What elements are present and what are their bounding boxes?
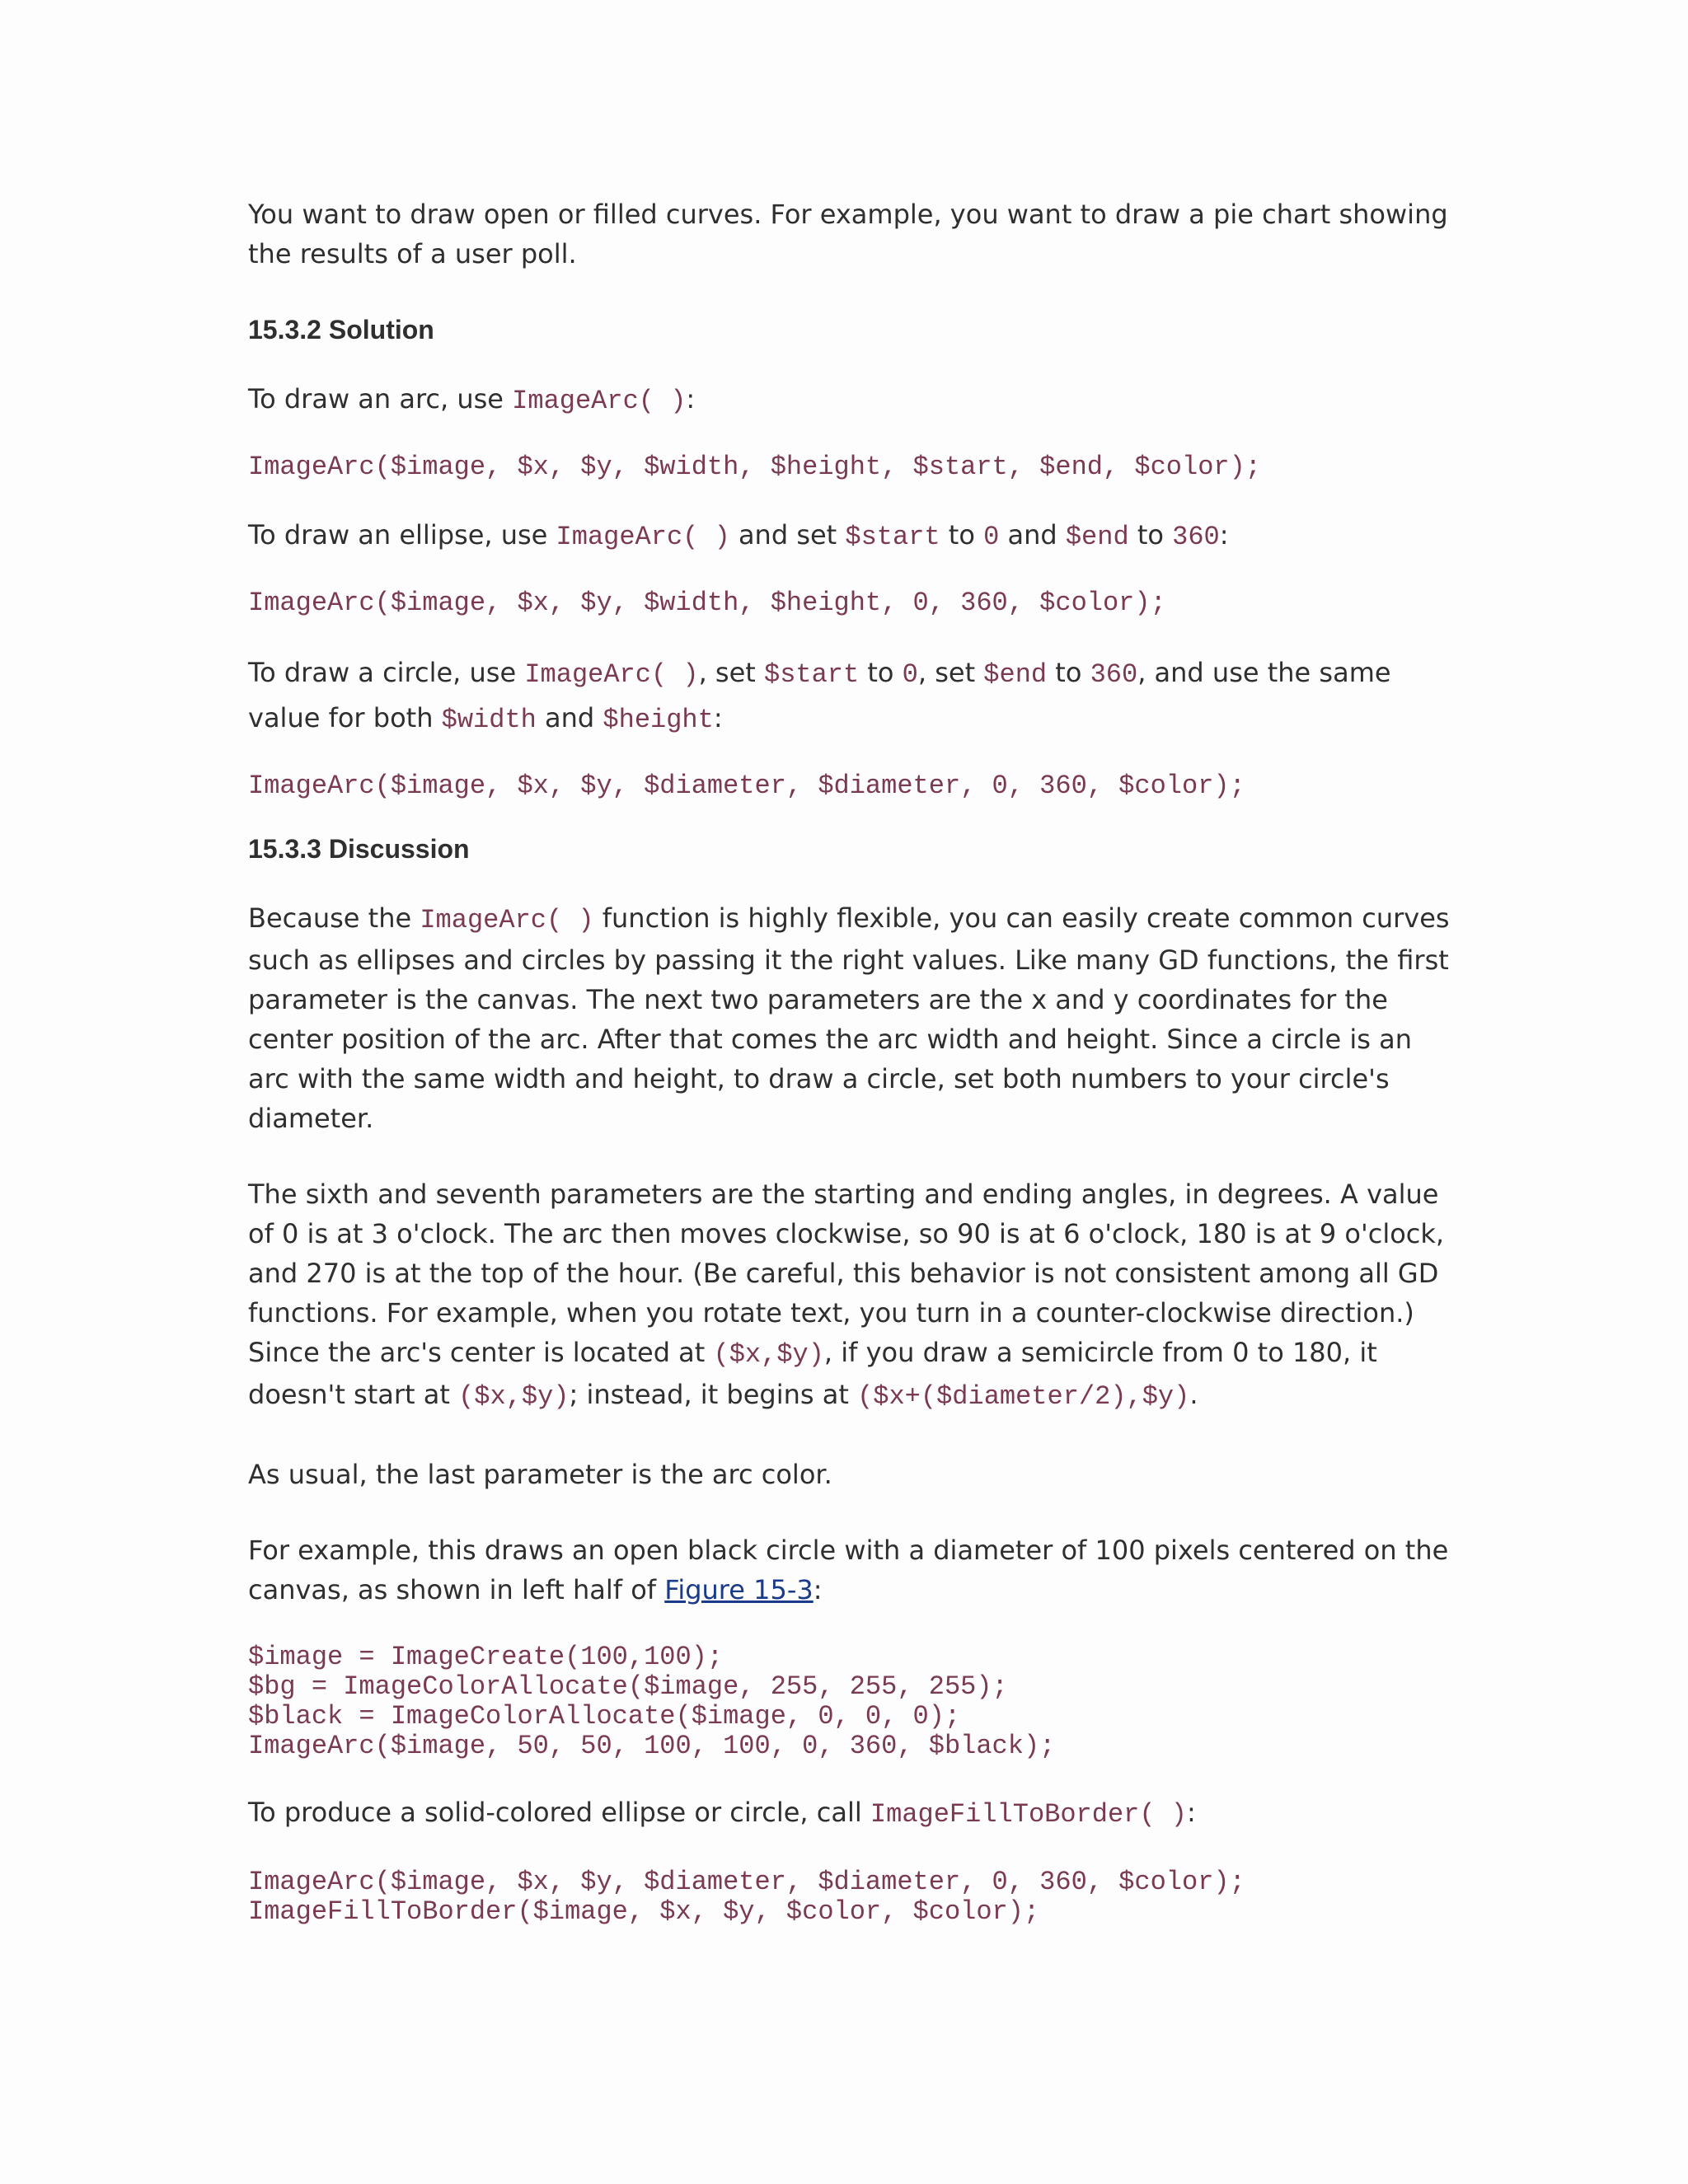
text-run: to [940,519,984,551]
text-run: , set [698,657,764,688]
solution-paragraph-ellipse [248,515,1451,557]
text-run: : [686,383,696,415]
text-run: For example, this draws an open black circle with a diameter of 100 pixels centered on the canvas, as shown in left half of [248,1535,1449,1605]
code-block-fill: ImageArc($image, $x, $y, $diameter, $diameter, 0, 360, $color); ImageFillToBorder($image, $x, $y, $color, $color); [248,1867,1245,1927]
text-run: The sixth and seventh parameters are the starting and ending angles, in degrees. A value of 0 is at 3 o'clock. The arc then moves clockwise, so 90 is at 6 o'clock, 180 is at 9 o'clock, and 270 is at the top of the hour. (Be careful, this behavior is not consistent among all GD functions. For example, when you rotate text, you turn in a counter-clockwise direction.) Since the arc's center is located at [248,1179,1445,1368]
text-run: To draw an arc, use [248,383,513,415]
inline-code: $start [763,659,860,690]
solution-paragraph-circle [248,651,1451,742]
inline-code: $end [983,659,1048,690]
text-run: and set [729,519,846,551]
discussion-heading: 15.3.3 Discussion [248,834,470,864]
text-run: To draw an ellipse, use [248,519,556,551]
inline-code: ImageArc( ) [556,522,730,552]
code-block-ellipse: ImageArc($image, $x, $y, $width, $height, 0, 360, $color); [248,588,1166,618]
text-run: , if you draw a semicircle from 0 to 180, it doesn't start at [248,1337,1377,1410]
inline-code: ($x+($diameter/2),$y) [857,1381,1190,1412]
figure-15-3-link[interactable]: Figure 15-3 [664,1574,814,1605]
inline-code: $width [441,705,537,735]
inline-code: $end [1065,522,1129,552]
text-run: To draw a circle, use [248,657,525,688]
text-run: Because the [248,902,420,934]
text-run: to [1047,657,1090,688]
text-run: and [999,519,1066,551]
discussion-paragraph-example [248,1530,1451,1610]
problem-paragraph: You want to draw open or filled curves. For example, you want to draw a pie chart showing the results of a user poll. [248,199,1448,269]
text-run: , set [917,657,984,688]
inline-code: ImageFillToBorder( ) [870,1799,1187,1830]
text-run: to [859,657,903,688]
inline-code: ImageArc( ) [420,905,594,935]
inline-code: ($x,$y) [713,1339,824,1370]
discussion-paragraph-flexible [248,898,1451,1138]
text-run: : [1186,1797,1196,1828]
text-run: ; instead, it begins at [569,1379,858,1410]
text-run: to [1128,519,1173,551]
inline-code: ImageArc( ) [524,659,699,690]
inline-code: 0 [983,522,1000,552]
discussion-paragraph-angles [248,1174,1451,1417]
text-run: and [536,702,603,733]
solution-paragraph-arc [248,379,1451,421]
text-run: , and use the same value for both [248,657,1391,733]
solution-heading: 15.3.2 Solution [248,315,434,344]
code-block-arc: ImageArc($image, $x, $y, $width, $height, $start, $end, $color); [248,452,1261,482]
document-page [248,194,1451,1966]
text-run: function is highly flexible, you can easily create common curves such as ellipses and circles by passing it the right values. Like many GD functions, the first parameter is the canvas. The next two parameters are the x and y coordinates for the center position of the arc. After that comes the arc width and height. Since a circle is an arc with the same width and height, to draw a circle, set both numbers to your circle's diameter. [248,902,1450,1134]
discussion-paragraph-color: As usual, the last parameter is the arc color. [248,1459,832,1490]
text-run: : [813,1574,823,1605]
inline-code: 0 [902,659,918,690]
inline-code: ImageArc( ) [512,386,687,416]
inline-code: $start [845,522,940,552]
code-block-example: $image = ImageCreate(100,100); $bg = ImageColorAllocate($image, 255, 255, 255); $black = ImageColorAllocate($image, 0, 0, 0); ImageArc($image, 50, 50, 100, 100, 0, 360, $black); [248,1642,1056,1761]
discussion-paragraph-fill [248,1793,1451,1835]
inline-code: 360 [1090,659,1138,690]
inline-code: 360 [1172,522,1220,552]
inline-code: $height [603,705,714,735]
inline-code: ($x,$y) [458,1381,570,1412]
text-run: . [1189,1379,1198,1410]
text-run: To produce a solid-colored ellipse or circle, call [248,1797,870,1828]
code-block-circle: ImageArc($image, $x, $y, $diameter, $diameter, 0, 360, $color); [248,771,1245,801]
text-run: : [713,702,723,733]
text-run: : [1219,519,1229,551]
